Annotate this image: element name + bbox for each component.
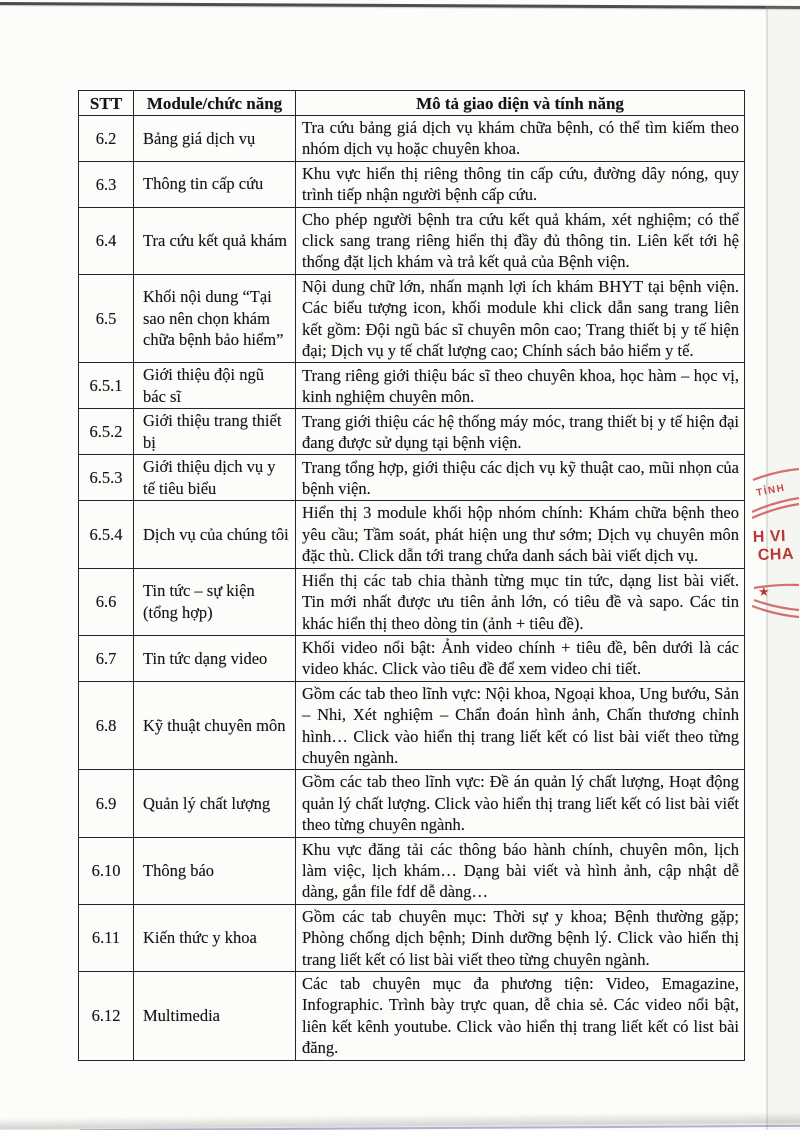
table-row: [79, 770, 745, 837]
row-stt: 6.3: [79, 161, 134, 207]
red-stamp-fragment: [752, 468, 800, 630]
row-module: Khối nội dung “Tại sao nên chọn khám chữa bệnh bảo hiểm”: [134, 274, 296, 363]
table-body: [79, 116, 745, 1061]
stamp-big-text-2: CHA: [757, 545, 795, 564]
row-stt: 6.12: [79, 972, 134, 1061]
table-row: [79, 501, 745, 568]
row-stt: 6.2: [79, 116, 134, 162]
row-module: Tra cứu kết quả khám: [134, 207, 296, 274]
row-module: Multimedia: [134, 972, 296, 1061]
row-stt: 6.10: [79, 837, 134, 904]
table-row: [79, 116, 745, 162]
table-row: [79, 274, 745, 363]
table-row: [79, 409, 745, 455]
row-stt: 6.7: [79, 635, 134, 681]
scan-top-edge-line: [0, 2, 800, 9]
table-header-row: [79, 91, 745, 116]
row-description: Gồm các tab chuyên mục: Thời sự y khoa; Bệnh thường gặp; Phòng chống dịch bệnh; Dinh dưỡng bệnh lý. Click vào hiển thị trang liết kết có list bài viết theo từng chuyên ngành.: [296, 904, 745, 971]
table-row: [79, 161, 745, 207]
row-stt: 6.4: [79, 207, 134, 274]
row-stt: 6.5.2: [79, 409, 134, 455]
table-row: [79, 207, 745, 274]
row-description: Gồm các tab theo lĩnh vực: Nội khoa, Ngoại khoa, Ung bướu, Sản – Nhi, Xét nghiệm – Chẩn đoán hình ảnh, Chấn thương chỉnh hình… Click vào hiển thị trang liết kết có list bài viết theo từng chuyên ngành.: [296, 681, 745, 770]
table-header: [79, 91, 745, 116]
row-description: Khu vực hiển thị riêng thông tin cấp cứu, đường dây nóng, quy trình tiếp nhận người bệnh cấp cứu.: [296, 161, 745, 207]
stamp-star-icon: ★: [758, 584, 770, 599]
row-description: Trang riêng giới thiệu bác sĩ theo chuyên khoa, học hàm – học vị, kinh nghiệm chuyên môn.: [296, 363, 745, 409]
table-row: [79, 568, 745, 635]
header-description: Mô tả giao diện và tính năng: [296, 91, 745, 116]
row-module: Kỹ thuật chuyên môn: [134, 681, 296, 770]
row-module: Tin tức – sự kiện (tổng hợp): [134, 568, 296, 635]
row-module: Dịch vụ của chúng tôi: [134, 501, 296, 568]
row-description: Hiển thị 3 module khối hộp nhóm chính: Khám chữa bệnh theo yêu cầu; Tầm soát, phát hiện ung thư sớm; Dịch vụ chuyên môn đặc thù. Click dẫn tới trang chứa danh sách bài viết dịch vụ.: [296, 501, 745, 568]
row-description: Gồm các tab theo lĩnh vực: Đề án quản lý chất lượng, Hoạt động quản lý chất lượng. Click vào hiển thị trang liết kết có list bài viết theo từng chuyên ngành.: [296, 770, 745, 837]
row-stt: 6.9: [79, 770, 134, 837]
row-description: Tra cứu bảng giá dịch vụ khám chữa bệnh, có thể tìm kiếm theo nhóm dịch vụ hoặc chuyên khoa.: [296, 116, 745, 162]
stamp-arc-text: TỈNH: [755, 482, 787, 499]
row-description: Trang tổng hợp, giới thiệu các dịch vụ kỹ thuật cao, mũi nhọn của bệnh viện.: [296, 455, 745, 501]
table-row: [79, 363, 745, 409]
table-row: [79, 455, 745, 501]
header-module: Module/chức năng: [134, 91, 296, 116]
header-stt: STT: [79, 91, 134, 116]
row-stt: 6.5.1: [79, 363, 134, 409]
row-module: Thông báo: [134, 837, 296, 904]
row-stt: 6.5.4: [79, 501, 134, 568]
stamp-big-text-1: H VI: [752, 527, 787, 546]
row-stt: 6.11: [79, 904, 134, 971]
row-stt: 6.5.3: [79, 455, 134, 501]
row-stt: 6.6: [79, 568, 134, 635]
row-module: Thông tin cấp cứu: [134, 161, 296, 207]
table-row: [79, 635, 745, 681]
table-row: [79, 972, 745, 1061]
row-description: Khối video nổi bật: Ảnh video chính + tiêu đề, bên dưới là các video khác. Click vào tiêu đề để xem video chi tiết.: [296, 635, 745, 681]
row-module: Bảng giá dịch vụ: [134, 116, 296, 162]
row-description: Cho phép người bệnh tra cứu kết quả khám, xét nghiệm; có thể click sang trang riêng hiển thị đầy đủ thông tin. Liên kết tới hệ thống đặt lịch khám và trả kết quả của Bệnh viện.: [296, 207, 745, 274]
row-module: Giới thiệu đội ngũ bác sĩ: [134, 363, 296, 409]
table-row: [79, 837, 745, 904]
row-description: Hiển thị các tab chia thành từng mục tin tức, dạng list bài viết. Tin mới nhất được ưu tiên ảnh lớn, có tiêu đề và sapo. Các tin khác hiển thị theo dòng tin (ảnh + tiêu đề).: [296, 568, 745, 635]
row-description: Các tab chuyên mục đa phương tiện: Video, Emagazine, Infographic. Trình bày trực quan, dễ chia sẻ. Các video nổi bật, liên kết kênh youtube. Click vào hiển thị trang liết kết có list bài đăng.: [296, 972, 745, 1061]
row-description: Nội dung chữ lớn, nhấn mạnh lợi ích khám BHYT tại bệnh viện. Các biểu tượng icon, khối module khi click dẫn sang trang liên kết gồm: Đội ngũ bác sĩ chuyên môn cao; Trang thiết bị y tế hiện đại; Dịch vụ y tế chất lượng cao; Chính sách bảo hiểm y tế.: [296, 274, 745, 363]
table-row: [79, 681, 745, 770]
row-module: Giới thiệu trang thiết bị: [134, 409, 296, 455]
modules-table: [78, 90, 745, 1061]
row-description: Khu vực đăng tải các thông báo hành chính, chuyên môn, lịch làm việc, lịch khám… Dạng bài viết và hình ảnh, cập nhật dễ dàng, gắn file fdf dễ dàng…: [296, 837, 745, 904]
row-description: Trang giới thiệu các hệ thống máy móc, trang thiết bị y tế hiện đại đang được sử dụng tại bệnh viện.: [296, 409, 745, 455]
row-module: Giới thiệu dịch vụ y tế tiêu biểu: [134, 455, 296, 501]
row-stt: 6.8: [79, 681, 134, 770]
row-module: Quản lý chất lượng: [134, 770, 296, 837]
row-stt: 6.5: [79, 274, 134, 363]
row-module: Tin tức dạng video: [134, 635, 296, 681]
row-module: Kiến thức y khoa: [134, 904, 296, 971]
table-row: [79, 904, 745, 971]
